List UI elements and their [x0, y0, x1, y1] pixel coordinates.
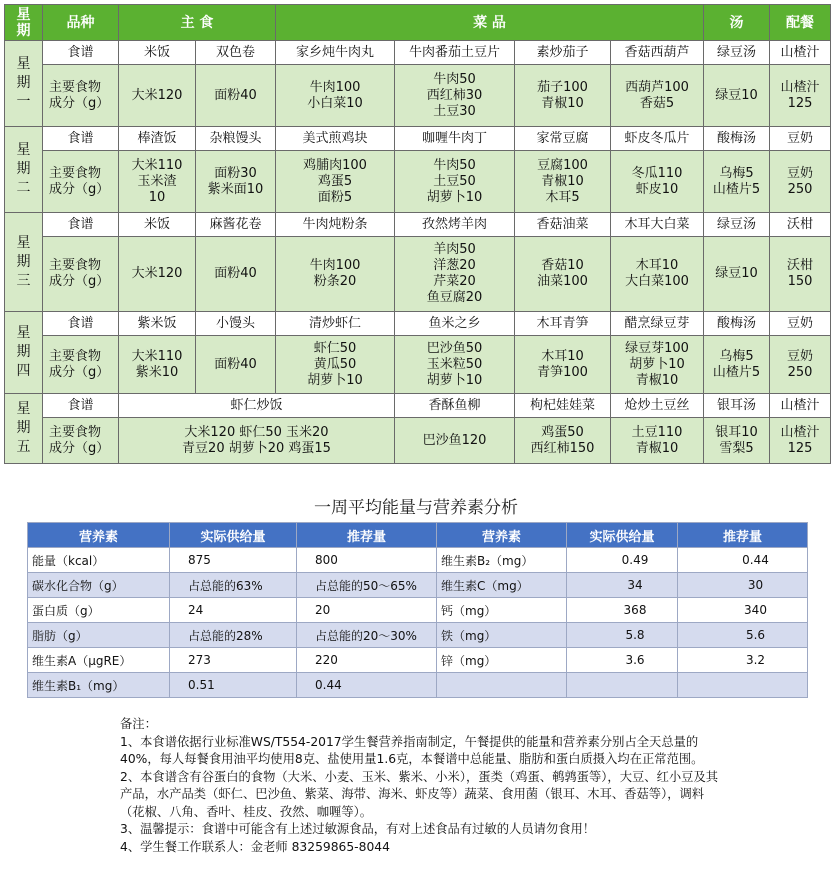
recipe-cell: 杂粮馒头	[196, 127, 276, 151]
nutrition-cell: 维生素B₁（mg）	[28, 673, 170, 698]
recipe-label: 食谱	[43, 127, 119, 151]
recipe-cell: 醋烹绿豆芽	[611, 312, 704, 336]
ingredient-cell: 牛肉100 小白菜10	[276, 65, 395, 127]
ingredient-cell: 鸡蛋50 西红柿150	[515, 418, 611, 464]
ingredient-label: 主要食物 成分（g）	[43, 65, 119, 127]
nutrition-cell: 24	[170, 598, 297, 623]
nutrition-cell: 800	[297, 548, 437, 573]
nutrition-row	[28, 673, 808, 698]
ingredient-cell: 牛肉50 西红柿30 土豆30	[395, 65, 515, 127]
ingredient-cell: 巴沙鱼50 玉米粒50 胡萝卜10	[395, 336, 515, 394]
nutrition-cell: 占总能的28%	[170, 623, 297, 648]
recipe-cell: 棒渣饭	[119, 127, 196, 151]
nutrition-cell	[437, 673, 567, 698]
nutrition-cell: 0.49	[567, 548, 678, 573]
ingredient-cell: 豆奶 250	[770, 151, 831, 213]
nutrition-header-cell: 实际供给量	[170, 523, 297, 548]
ingredient-label: 主要食物 成分（g）	[43, 151, 119, 213]
ingredient-cell: 大米120 虾仁50 玉米20 青豆20 胡萝卜20 鸡蛋15	[119, 418, 395, 464]
ingredient-cell: 木耳10 大白菜100	[611, 237, 704, 312]
header-variety: 品种	[43, 5, 119, 41]
nutrition-cell: 维生素C（mg）	[437, 573, 567, 598]
recipe-row	[5, 312, 831, 336]
recipe-cell: 家乡炖牛肉丸	[276, 41, 395, 65]
nutrition-cell: 锌（mg）	[437, 648, 567, 673]
ingredient-cell: 豆奶 250	[770, 336, 831, 394]
nutrition-cell: 5.6	[678, 623, 808, 648]
recipe-cell: 咖喱牛肉丁	[395, 127, 515, 151]
ingredient-cell: 羊肉50 洋葱20 芹菜20 鱼豆腐20	[395, 237, 515, 312]
recipe-cell: 豆奶	[770, 312, 831, 336]
recipe-cell: 香酥鱼柳	[395, 394, 515, 418]
ingredient-cell: 香菇10 油菜100	[515, 237, 611, 312]
ingredient-cell: 冬瓜110 虾皮10	[611, 151, 704, 213]
notes-section	[120, 716, 720, 856]
ingredient-cell: 面粉40	[196, 237, 276, 312]
nutrition-row	[28, 648, 808, 673]
ingredient-cell: 牛肉100 粉条20	[276, 237, 395, 312]
header-soup: 汤	[704, 5, 770, 41]
recipe-cell: 米饭	[119, 41, 196, 65]
nutrition-table	[27, 522, 808, 698]
ingredient-cell: 乌梅5 山楂片5	[704, 336, 770, 394]
nutrition-cell: 0.51	[170, 673, 297, 698]
ingredient-cell: 大米120	[119, 65, 196, 127]
nutrition-cell	[678, 673, 808, 698]
nutrition-cell: 368	[567, 598, 678, 623]
nutrition-subtitle: 一周平均能量与营养素分析	[314, 498, 518, 518]
recipe-cell: 孜然烤羊肉	[395, 213, 515, 237]
recipe-cell: 牛肉番茄土豆片	[395, 41, 515, 65]
nutrition-cell: 220	[297, 648, 437, 673]
day-name: 星 期 五	[5, 394, 43, 464]
recipe-cell: 鱼米之乡	[395, 312, 515, 336]
recipe-row	[5, 213, 831, 237]
nutrition-cell: 蛋白质（g）	[28, 598, 170, 623]
recipe-cell: 沃柑	[770, 213, 831, 237]
recipe-cell: 清炒虾仁	[276, 312, 395, 336]
ingredient-cell: 牛肉50 土豆50 胡萝卜10	[395, 151, 515, 213]
recipe-cell: 美式煎鸡块	[276, 127, 395, 151]
nutrition-cell: 钙（mg）	[437, 598, 567, 623]
nutrition-cell: 占总能的20～30%	[297, 623, 437, 648]
ingredient-cell: 虾仁50 黄瓜50 胡萝卜10	[276, 336, 395, 394]
ingredient-cell: 鸡脯肉100 鸡蛋5 面粉5	[276, 151, 395, 213]
nutrition-cell: 34	[567, 573, 678, 598]
ingredient-cell: 面粉40	[196, 65, 276, 127]
ingredient-cell: 山楂汁 125	[770, 418, 831, 464]
recipe-row	[5, 41, 831, 65]
nutrition-cell: 273	[170, 648, 297, 673]
nutrition-header-cell: 推荐量	[297, 523, 437, 548]
nutrition-row	[28, 598, 808, 623]
nutrition-cell: 碳水化合物（g）	[28, 573, 170, 598]
ingredient-cell: 茄子100 青椒10	[515, 65, 611, 127]
recipe-label: 食谱	[43, 213, 119, 237]
header-extra: 配餐	[770, 5, 831, 41]
recipe-cell: 双色卷	[196, 41, 276, 65]
recipe-cell: 牛肉炖粉条	[276, 213, 395, 237]
recipe-cell: 家常豆腐	[515, 127, 611, 151]
weekly-menu-table	[4, 4, 831, 464]
ingredient-cell: 大米120	[119, 237, 196, 312]
nutrition-row	[28, 548, 808, 573]
ingredient-cell: 木耳10 青笋100	[515, 336, 611, 394]
recipe-cell: 山楂汁	[770, 41, 831, 65]
nutrition-cell: 875	[170, 548, 297, 573]
recipe-row	[5, 127, 831, 151]
ingredient-cell: 面粉40	[196, 336, 276, 394]
nutrition-row	[28, 623, 808, 648]
recipe-cell: 豆奶	[770, 127, 831, 151]
header-staple: 主 食	[119, 5, 276, 41]
recipe-cell: 虾皮冬瓜片	[611, 127, 704, 151]
recipe-row	[5, 394, 831, 418]
ingredient-label: 主要食物 成分（g）	[43, 237, 119, 312]
day-name: 星 期 三	[5, 213, 43, 312]
nutrition-cell: 30	[678, 573, 808, 598]
recipe-cell: 小馒头	[196, 312, 276, 336]
ingredient-row	[5, 418, 831, 464]
ingredient-cell: 山楂汁 125	[770, 65, 831, 127]
nutrition-cell	[567, 673, 678, 698]
recipe-cell: 香菇西葫芦	[611, 41, 704, 65]
ingredient-cell: 西葫芦100 香菇5	[611, 65, 704, 127]
nutrition-header-cell: 营养素	[437, 523, 567, 548]
recipe-cell: 香菇油菜	[515, 213, 611, 237]
nutrition-cell: 5.8	[567, 623, 678, 648]
ingredient-row	[5, 237, 831, 312]
note-3: 3、温馨提示：食谱中可能含有上述过敏源食品，有对上述食品有过敏的人员请勿食用！	[120, 822, 596, 836]
ingredient-row	[5, 336, 831, 394]
ingredient-row	[5, 65, 831, 127]
ingredient-cell: 土豆110 青椒10	[611, 418, 704, 464]
note-2: 2、本食谱含有谷蛋白的食物（大米、小麦、玉米、紫米、小米），蛋类（鸡蛋、鹌鹑蛋等），大豆、红小豆及其产品，水产品类（虾仁、巴沙鱼、紫菜、海带、海米、虾皮等）蔬菜、食用菌（银耳、木耳、香菇等），调料（花椒、八角、香叶、桂皮、孜然、咖喱等）。	[120, 769, 719, 819]
nutrition-cell: 340	[678, 598, 808, 623]
ingredient-cell: 绿豆芽100 胡萝卜10 青椒10	[611, 336, 704, 394]
nutrition-cell: 铁（mg）	[437, 623, 567, 648]
recipe-cell: 银耳汤	[704, 394, 770, 418]
ingredient-cell: 绿豆10	[704, 65, 770, 127]
recipe-cell: 虾仁炒饭	[119, 394, 395, 418]
nutrition-cell: 维生素B₂（mg）	[437, 548, 567, 573]
recipe-cell: 绿豆汤	[704, 213, 770, 237]
recipe-cell: 酸梅汤	[704, 127, 770, 151]
ingredient-label: 主要食物 成分（g）	[43, 418, 119, 464]
nutrition-header-cell: 实际供给量	[567, 523, 678, 548]
nutrition-cell: 能量（kcal）	[28, 548, 170, 573]
recipe-cell: 炝炒土豆丝	[611, 394, 704, 418]
nutrition-header-cell: 营养素	[28, 523, 170, 548]
recipe-cell: 素炒茄子	[515, 41, 611, 65]
ingredient-label: 主要食物 成分（g）	[43, 336, 119, 394]
nutrition-cell: 3.6	[567, 648, 678, 673]
ingredient-cell: 大米110 玉米渣 10	[119, 151, 196, 213]
ingredient-row	[5, 151, 831, 213]
recipe-label: 食谱	[43, 394, 119, 418]
nutrition-cell: 0.44	[297, 673, 437, 698]
recipe-label: 食谱	[43, 41, 119, 65]
recipe-cell: 麻酱花卷	[196, 213, 276, 237]
nutrition-cell: 脂肪（g）	[28, 623, 170, 648]
note-4: 4、学生餐工作联系人：金老师 83259865-8044	[120, 839, 390, 854]
ingredient-cell: 大米110 紫米10	[119, 336, 196, 394]
day-name: 星 期 二	[5, 127, 43, 213]
nutrition-header-row	[28, 523, 808, 548]
header-dishes: 菜 品	[276, 5, 704, 41]
ingredient-cell: 沃柑 150	[770, 237, 831, 312]
recipe-cell: 山楂汁	[770, 394, 831, 418]
nutrition-cell: 占总能的50～65%	[297, 573, 437, 598]
day-name: 星 期 四	[5, 312, 43, 394]
recipe-cell: 枸杞娃娃菜	[515, 394, 611, 418]
ingredient-cell: 面粉30 紫米面10	[196, 151, 276, 213]
notes-title: 备注：	[120, 717, 157, 731]
recipe-cell: 木耳大白菜	[611, 213, 704, 237]
ingredient-cell: 银耳10 雪梨5	[704, 418, 770, 464]
header-day: 星 期	[5, 5, 43, 41]
recipe-label: 食谱	[43, 312, 119, 336]
menu-header-row	[5, 5, 831, 41]
recipe-cell: 酸梅汤	[704, 312, 770, 336]
nutrition-cell: 0.44	[678, 548, 808, 573]
ingredient-cell: 绿豆10	[704, 237, 770, 312]
ingredient-cell: 巴沙鱼120	[395, 418, 515, 464]
ingredient-cell: 豆腐100 青椒10 木耳5	[515, 151, 611, 213]
note-1: 1、本食谱依据行业标准WS/T554-2017学生餐营养指南制定，午餐提供的能量和营养素分别占全天总量的40%，每人每餐食用油平均使用8克、盐使用量1.6克，本餐谱中总能量、脂肪和蛋白质摄入均在正常范围。	[120, 734, 704, 766]
recipe-cell: 米饭	[119, 213, 196, 237]
nutrition-cell: 3.2	[678, 648, 808, 673]
recipe-cell: 木耳青笋	[515, 312, 611, 336]
nutrition-cell: 维生素A（μgRE）	[28, 648, 170, 673]
day-name: 星 期 一	[5, 41, 43, 127]
nutrition-cell: 20	[297, 598, 437, 623]
ingredient-cell: 乌梅5 山楂片5	[704, 151, 770, 213]
recipe-cell: 绿豆汤	[704, 41, 770, 65]
nutrition-row	[28, 573, 808, 598]
recipe-cell: 紫米饭	[119, 312, 196, 336]
nutrition-header-cell: 推荐量	[678, 523, 808, 548]
nutrition-cell: 占总能的63%	[170, 573, 297, 598]
